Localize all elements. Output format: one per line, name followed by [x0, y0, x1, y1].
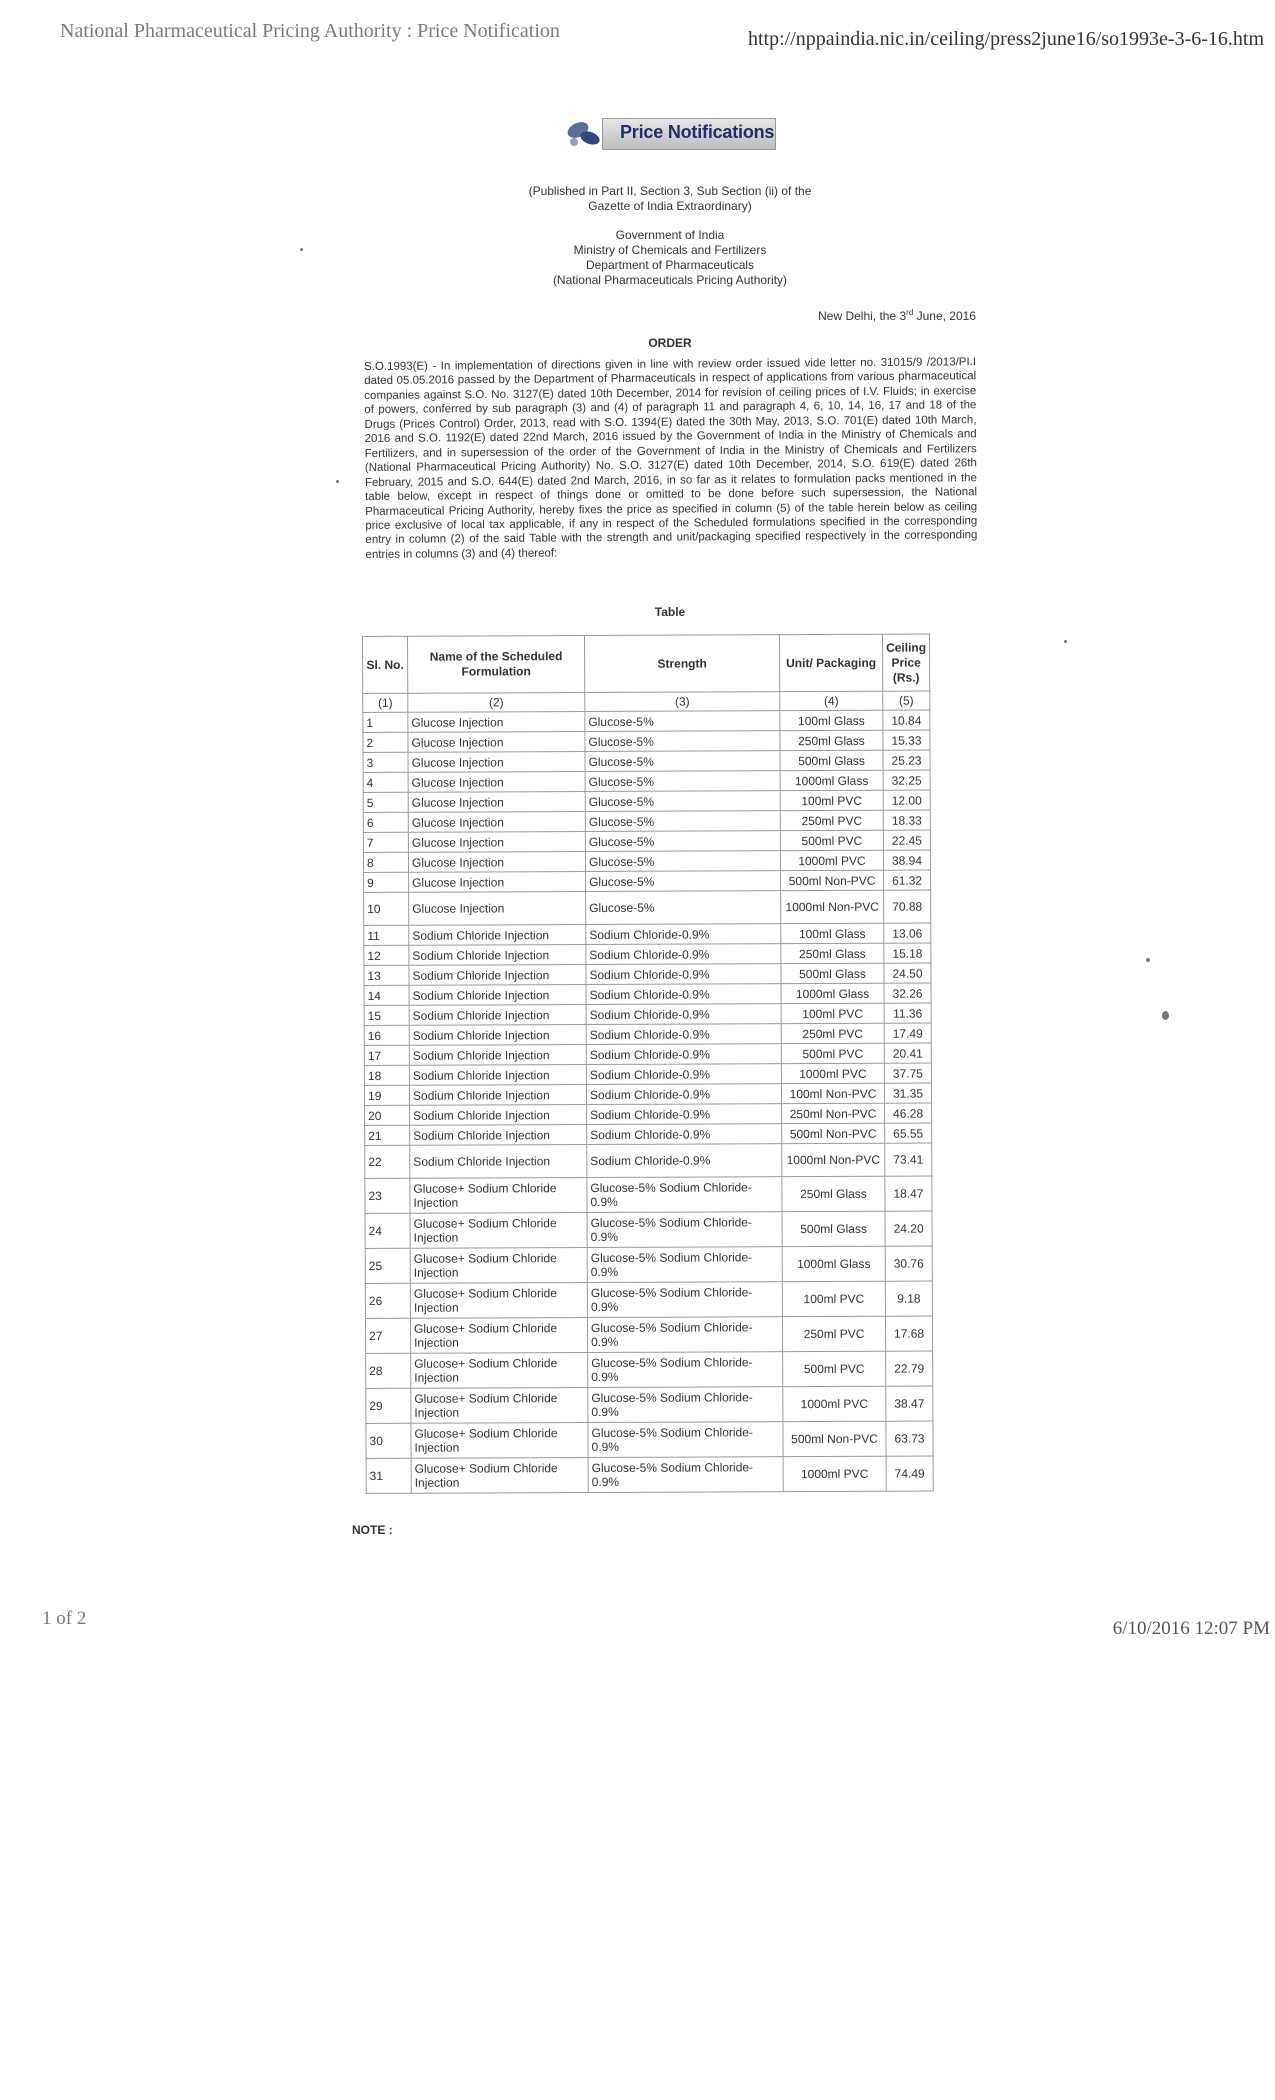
row-unit-packaging: 100ml Glass — [781, 923, 884, 943]
row-strength: Sodium Chloride-0.9% — [586, 944, 781, 965]
row-strength: Glucose-5% — [586, 871, 781, 892]
row-formulation: Sodium Chloride Injection — [410, 1125, 587, 1146]
row-ceiling-price: 12.00 — [883, 790, 930, 810]
row-formulation: Glucose+ Sodium Chloride Injection — [410, 1178, 587, 1214]
row-unit-packaging: 1000ml PVC — [781, 1063, 884, 1083]
row-sl-no: 1 — [363, 712, 408, 732]
table-row — [364, 983, 931, 1005]
date-ordinal: rd — [906, 308, 914, 317]
row-sl-no: 3 — [363, 752, 408, 772]
row-formulation: Sodium Chloride Injection — [409, 945, 586, 966]
column-number: (4) — [780, 691, 883, 710]
row-strength: Sodium Chloride-0.9% — [586, 984, 781, 1005]
publication-line: (Published in Part II, Section 3, Sub Section (ii) of the — [528, 184, 812, 198]
row-unit-packaging: 100ml PVC — [780, 790, 883, 810]
row-formulation: Sodium Chloride Injection — [409, 1045, 586, 1066]
row-formulation: Sodium Chloride Injection — [409, 1085, 586, 1106]
row-strength: Glucose-5% — [585, 711, 780, 732]
date-prefix: New Delhi, the 3 — [818, 309, 907, 323]
row-sl-no: 13 — [364, 965, 409, 985]
row-sl-no: 23 — [365, 1178, 410, 1213]
authority-line: Ministry of Chemicals and Fertilizers — [573, 243, 767, 257]
row-ceiling-price: 17.49 — [884, 1023, 931, 1043]
price-notifications-logo — [562, 114, 782, 154]
table-row — [363, 770, 930, 792]
row-sl-no: 28 — [366, 1353, 411, 1388]
row-strength: Glucose-5% — [585, 771, 780, 792]
header-ceiling-price: Ceiling Price (Rs.) — [882, 634, 929, 691]
table-row — [365, 1103, 932, 1125]
table-row — [365, 1246, 932, 1283]
row-formulation: Sodium Chloride Injection — [409, 1065, 586, 1086]
row-ceiling-price: 65.55 — [885, 1123, 932, 1143]
row-formulation: Sodium Chloride Injection — [409, 1005, 586, 1026]
table-row — [365, 1281, 932, 1318]
column-number: (2) — [408, 693, 585, 713]
scan-speck — [336, 480, 339, 483]
row-ceiling-price: 10.84 — [883, 710, 930, 730]
row-sl-no: 30 — [366, 1423, 411, 1458]
row-unit-packaging: 1000ml PVC — [780, 850, 883, 870]
row-sl-no: 19 — [364, 1085, 409, 1105]
row-formulation: Glucose Injection — [408, 752, 585, 773]
row-unit-packaging: 1000ml PVC — [783, 1386, 886, 1421]
row-sl-no: 8 — [363, 852, 408, 872]
row-ceiling-price: 46.28 — [885, 1103, 932, 1123]
scan-speck — [1146, 958, 1150, 962]
row-sl-no: 31 — [366, 1458, 411, 1493]
row-ceiling-price: 13.06 — [884, 923, 931, 943]
row-unit-packaging: 1000ml PVC — [783, 1456, 886, 1491]
row-formulation: Sodium Chloride Injection — [409, 1025, 586, 1046]
row-strength: Sodium Chloride-0.9% — [586, 964, 781, 985]
row-unit-packaging: 250ml Glass — [780, 730, 883, 750]
row-sl-no: 12 — [364, 945, 409, 965]
publication-note — [440, 184, 900, 214]
row-formulation: Glucose Injection — [408, 712, 585, 733]
header-sl-no: Sl. No. — [363, 636, 408, 693]
row-ceiling-price: 63.73 — [886, 1421, 933, 1456]
row-formulation: Glucose Injection — [408, 732, 585, 753]
table-row — [366, 1456, 933, 1493]
table-row — [365, 1176, 932, 1213]
row-ceiling-price: 9.18 — [885, 1281, 932, 1316]
row-unit-packaging: 1000ml Glass — [780, 770, 883, 790]
row-formulation: Glucose+ Sodium Chloride Injection — [410, 1213, 587, 1249]
row-ceiling-price: 20.41 — [884, 1043, 931, 1063]
table-row — [364, 1083, 931, 1105]
row-strength: Glucose-5% — [585, 811, 780, 832]
row-sl-no: 6 — [363, 812, 408, 832]
table-caption: Table — [654, 605, 686, 619]
row-strength: Glucose-5% Sodium Chloride-0.9% — [587, 1212, 782, 1248]
row-formulation: Sodium Chloride Injection — [410, 1105, 587, 1126]
row-sl-no: 4 — [363, 772, 408, 792]
logo-text: Price Notifications — [620, 122, 775, 142]
row-strength: Glucose-5% — [585, 851, 780, 872]
row-strength: Glucose-5% — [585, 831, 780, 852]
row-formulation: Sodium Chloride Injection — [409, 985, 586, 1006]
table-row — [365, 1143, 932, 1178]
row-ceiling-price: 32.26 — [884, 983, 931, 1003]
row-ceiling-price: 25.23 — [883, 750, 930, 770]
row-strength: Glucose-5% Sodium Chloride-0.9% — [587, 1177, 782, 1213]
browser-page-url: http://nppaindia.nic.in/ceiling/press2june16/so1993e-3-6-16.htm — [748, 28, 1265, 50]
row-formulation: Glucose Injection — [408, 852, 585, 873]
row-sl-no: 14 — [364, 985, 409, 1005]
scan-speck — [1162, 1011, 1169, 1020]
row-sl-no: 20 — [365, 1105, 410, 1125]
row-ceiling-price: 74.49 — [886, 1456, 933, 1491]
table-row — [364, 1043, 931, 1065]
row-strength: Glucose-5% Sodium Chloride-0.9% — [588, 1387, 783, 1423]
row-ceiling-price: 15.18 — [884, 943, 931, 963]
pills-icon — [562, 114, 618, 154]
row-sl-no: 2 — [363, 732, 408, 752]
column-number: (5) — [883, 691, 930, 710]
row-formulation: Glucose Injection — [408, 812, 585, 833]
row-sl-no: 7 — [363, 832, 408, 852]
row-strength: Glucose-5% Sodium Chloride-0.9% — [588, 1422, 783, 1458]
row-formulation: Glucose+ Sodium Chloride Injection — [411, 1458, 588, 1494]
row-sl-no: 26 — [365, 1283, 410, 1318]
row-unit-packaging: 250ml Glass — [782, 1176, 885, 1211]
row-ceiling-price: 18.47 — [885, 1176, 932, 1211]
row-unit-packaging: 250ml Non-PVC — [782, 1103, 885, 1123]
row-ceiling-price: 17.68 — [885, 1316, 932, 1351]
row-formulation: Glucose+ Sodium Chloride Injection — [410, 1248, 587, 1284]
row-sl-no: 29 — [366, 1388, 411, 1423]
row-formulation: Glucose+ Sodium Chloride Injection — [411, 1388, 588, 1424]
row-unit-packaging: 500ml Glass — [782, 1211, 885, 1246]
row-strength: Sodium Chloride-0.9% — [587, 1104, 782, 1125]
row-strength: Glucose-5% Sodium Chloride-0.9% — [588, 1457, 783, 1493]
row-unit-packaging: 500ml Non-PVC — [781, 870, 884, 890]
column-number: (1) — [363, 693, 408, 712]
row-strength: Glucose-5% — [585, 751, 780, 772]
row-strength: Glucose-5% — [585, 731, 780, 752]
row-ceiling-price: 70.88 — [884, 890, 931, 923]
row-formulation: Glucose Injection — [408, 792, 585, 813]
row-formulation: Sodium Chloride Injection — [409, 965, 586, 986]
row-unit-packaging: 250ml PVC — [782, 1316, 885, 1351]
row-strength: Sodium Chloride-0.9% — [587, 1144, 782, 1178]
row-strength: Sodium Chloride-0.9% — [586, 1024, 781, 1045]
row-ceiling-price: 24.50 — [884, 963, 931, 983]
row-unit-packaging: 1000ml Non-PVC — [781, 890, 884, 923]
table-row — [363, 830, 930, 852]
row-formulation: Sodium Chloride Injection — [410, 1145, 587, 1179]
row-formulation: Glucose+ Sodium Chloride Injection — [411, 1423, 588, 1459]
row-unit-packaging: 250ml PVC — [780, 810, 883, 830]
row-ceiling-price: 18.33 — [883, 810, 930, 830]
row-strength: Sodium Chloride-0.9% — [586, 1084, 781, 1105]
row-ceiling-price: 22.45 — [883, 830, 930, 850]
table-row — [363, 790, 930, 812]
authority-line: (National Pharmaceuticals Pricing Authority) — [552, 273, 788, 287]
row-formulation: Glucose+ Sodium Chloride Injection — [411, 1353, 588, 1389]
row-unit-packaging: 250ml Glass — [781, 943, 884, 963]
header-formulation: Name of the Scheduled Formulation — [408, 636, 585, 694]
table-header-row — [363, 634, 930, 693]
row-sl-no: 24 — [365, 1213, 410, 1248]
row-ceiling-price: 31.35 — [884, 1083, 931, 1103]
row-formulation: Glucose Injection — [409, 872, 586, 893]
row-sl-no: 16 — [364, 1025, 409, 1045]
row-unit-packaging: 100ml Non-PVC — [781, 1083, 884, 1103]
authority-line: Department of Pharmaceuticals — [585, 258, 755, 272]
table-row — [366, 1421, 933, 1458]
row-unit-packaging: 1000ml Non-PVC — [782, 1143, 885, 1176]
row-sl-no: 25 — [365, 1248, 410, 1283]
row-ceiling-price: 30.76 — [885, 1246, 932, 1281]
row-strength: Glucose-5% Sodium Chloride-0.9% — [587, 1317, 782, 1353]
row-sl-no: 22 — [365, 1145, 410, 1178]
row-strength: Sodium Chloride-0.9% — [586, 1044, 781, 1065]
table-row — [364, 890, 931, 925]
scan-speck — [1064, 640, 1067, 643]
table-row — [364, 870, 931, 892]
table-row — [363, 730, 930, 752]
table-row — [364, 1063, 931, 1085]
row-strength: Sodium Chloride-0.9% — [586, 1064, 781, 1085]
column-number: (3) — [585, 692, 780, 712]
row-sl-no: 10 — [364, 892, 409, 925]
row-strength: Sodium Chloride-0.9% — [587, 1124, 782, 1145]
row-sl-no: 18 — [364, 1065, 409, 1085]
row-formulation: Glucose Injection — [409, 892, 586, 926]
row-sl-no: 11 — [364, 925, 409, 945]
row-ceiling-price: 61.32 — [884, 870, 931, 890]
row-ceiling-price: 11.36 — [884, 1003, 931, 1023]
row-ceiling-price: 24.20 — [885, 1211, 932, 1246]
row-unit-packaging: 500ml PVC — [781, 1043, 884, 1063]
table-row — [364, 923, 931, 945]
row-formulation: Glucose+ Sodium Chloride Injection — [410, 1283, 587, 1319]
row-unit-packaging: 250ml PVC — [781, 1023, 884, 1043]
order-paragraph: S.O.1993(E) - In implementation of directions given in line with review order issued vide letter no. 31015/9 /2013/PI.I dated 05.05.2016 passed by the Department of Pharmaceuticals in respect of applications from various pharmaceutical companies against S.O. No. 3127(E) dated 10th December, 2014 for revision of ceiling prices of I.V. Fluids; in exercise of powers, conferred by sub paragraph (3) and (4) of paragraph 11 and paragraph 4, 6, 10, 14, 16, 17 and 18 of the Drugs (Prices Control) Order, 2013, read with S.O. 1394(E) dated the 30th May, 2013, S.O. 701(E) dated 10th March, 2016 and S.O. 1192(E) dated 22nd March, 2016 issued by the Government of India in the Ministry of Chemicals and Fertilizers, and in supersession of the order of the Government of India in the Ministry of Chemicals and Fertilizers (National Pharmaceutical Pricing Authority) No. S.O. 3127(E) dated 10th December, 2014, S.O. 619(E) dated 26th February, 2015 and S.O. 644(E) dated 2nd March, 2016, in so far as it relates to formulation packs mentioned in the table below, except in respect of things done or omitted to be done before such supersession, the National Pharmaceutical Pricing Authority, hereby fixes the price as specified in column (5) of the table herein below as ceiling price exclusive of local tax applicable, if any in respect of the Scheduled formulations specified in the corresponding entry in column (2) of the said Table with the strength and unit/packaging specified respectively in the corresponding entries in columns (3) and (4) thereof: — [364, 356, 978, 561]
row-sl-no: 17 — [364, 1045, 409, 1065]
row-unit-packaging: 100ml PVC — [782, 1281, 885, 1316]
row-sl-no: 9 — [364, 872, 409, 892]
row-formulation: Sodium Chloride Injection — [409, 925, 586, 946]
row-ceiling-price: 38.47 — [886, 1386, 933, 1421]
table-row — [365, 1211, 932, 1248]
table-row — [366, 1386, 933, 1423]
order-date — [700, 308, 976, 323]
authority-line: Government of India — [615, 228, 725, 242]
browser-page-title: National Pharmaceutical Pricing Authority : Price Notification — [60, 20, 560, 42]
row-ceiling-price: 32.25 — [883, 770, 930, 790]
price-table — [362, 634, 934, 1494]
table-body — [363, 710, 933, 1493]
table-row — [363, 810, 930, 832]
table-row — [363, 750, 930, 772]
table-row — [363, 710, 930, 732]
row-unit-packaging: 100ml Glass — [780, 710, 883, 730]
table-row — [366, 1351, 933, 1388]
table-row — [363, 850, 930, 872]
row-unit-packaging: 1000ml Glass — [781, 983, 884, 1003]
table-row — [365, 1316, 932, 1353]
row-strength: Glucose-5% Sodium Chloride-0.9% — [587, 1247, 782, 1283]
row-ceiling-price: 15.33 — [883, 730, 930, 750]
row-formulation: Glucose Injection — [408, 832, 585, 853]
row-unit-packaging: 500ml PVC — [780, 830, 883, 850]
row-sl-no: 5 — [363, 792, 408, 812]
row-unit-packaging: 500ml Non-PVC — [782, 1123, 885, 1143]
row-strength: Sodium Chloride-0.9% — [586, 1004, 781, 1025]
row-unit-packaging: 500ml Glass — [781, 963, 884, 983]
publication-line: Gazette of India Extraordinary) — [588, 199, 752, 213]
row-strength: Glucose-5% Sodium Chloride-0.9% — [587, 1282, 782, 1318]
order-heading: ORDER — [648, 336, 692, 350]
row-sl-no: 27 — [365, 1318, 410, 1353]
row-strength: Glucose-5% — [585, 791, 780, 812]
note-label: NOTE : — [352, 1523, 393, 1537]
table-row — [364, 1003, 931, 1025]
page-counter: 1 of 2 — [42, 1608, 87, 1629]
table-row — [364, 943, 931, 965]
row-unit-packaging: 500ml Non-PVC — [783, 1421, 886, 1456]
table-row — [365, 1123, 932, 1145]
row-ceiling-price: 38.94 — [883, 850, 930, 870]
row-sl-no: 21 — [365, 1125, 410, 1145]
issuing-authority — [470, 228, 870, 288]
print-timestamp: 6/10/2016 12:07 PM — [1112, 1618, 1270, 1639]
table-row — [364, 963, 931, 985]
row-strength: Glucose-5% Sodium Chloride-0.9% — [588, 1352, 783, 1388]
column-number-row — [363, 691, 930, 712]
date-suffix: June, 2016 — [913, 309, 976, 323]
row-strength: Glucose-5% — [586, 891, 781, 925]
row-formulation: Glucose+ Sodium Chloride Injection — [410, 1318, 587, 1354]
row-ceiling-price: 37.75 — [884, 1063, 931, 1083]
row-unit-packaging: 1000ml Glass — [782, 1246, 885, 1281]
header-strength: Strength — [585, 635, 780, 693]
row-sl-no: 15 — [364, 1005, 409, 1025]
row-unit-packaging: 500ml Glass — [780, 750, 883, 770]
row-unit-packaging: 500ml PVC — [783, 1351, 886, 1386]
row-unit-packaging: 100ml PVC — [781, 1003, 884, 1023]
row-ceiling-price: 73.41 — [885, 1143, 932, 1176]
row-ceiling-price: 22.79 — [886, 1351, 933, 1386]
scan-speck — [300, 248, 303, 251]
row-strength: Sodium Chloride-0.9% — [586, 924, 781, 945]
header-unit-packaging: Unit/ Packaging — [779, 634, 882, 691]
table-row — [364, 1023, 931, 1045]
row-formulation: Glucose Injection — [408, 772, 585, 793]
